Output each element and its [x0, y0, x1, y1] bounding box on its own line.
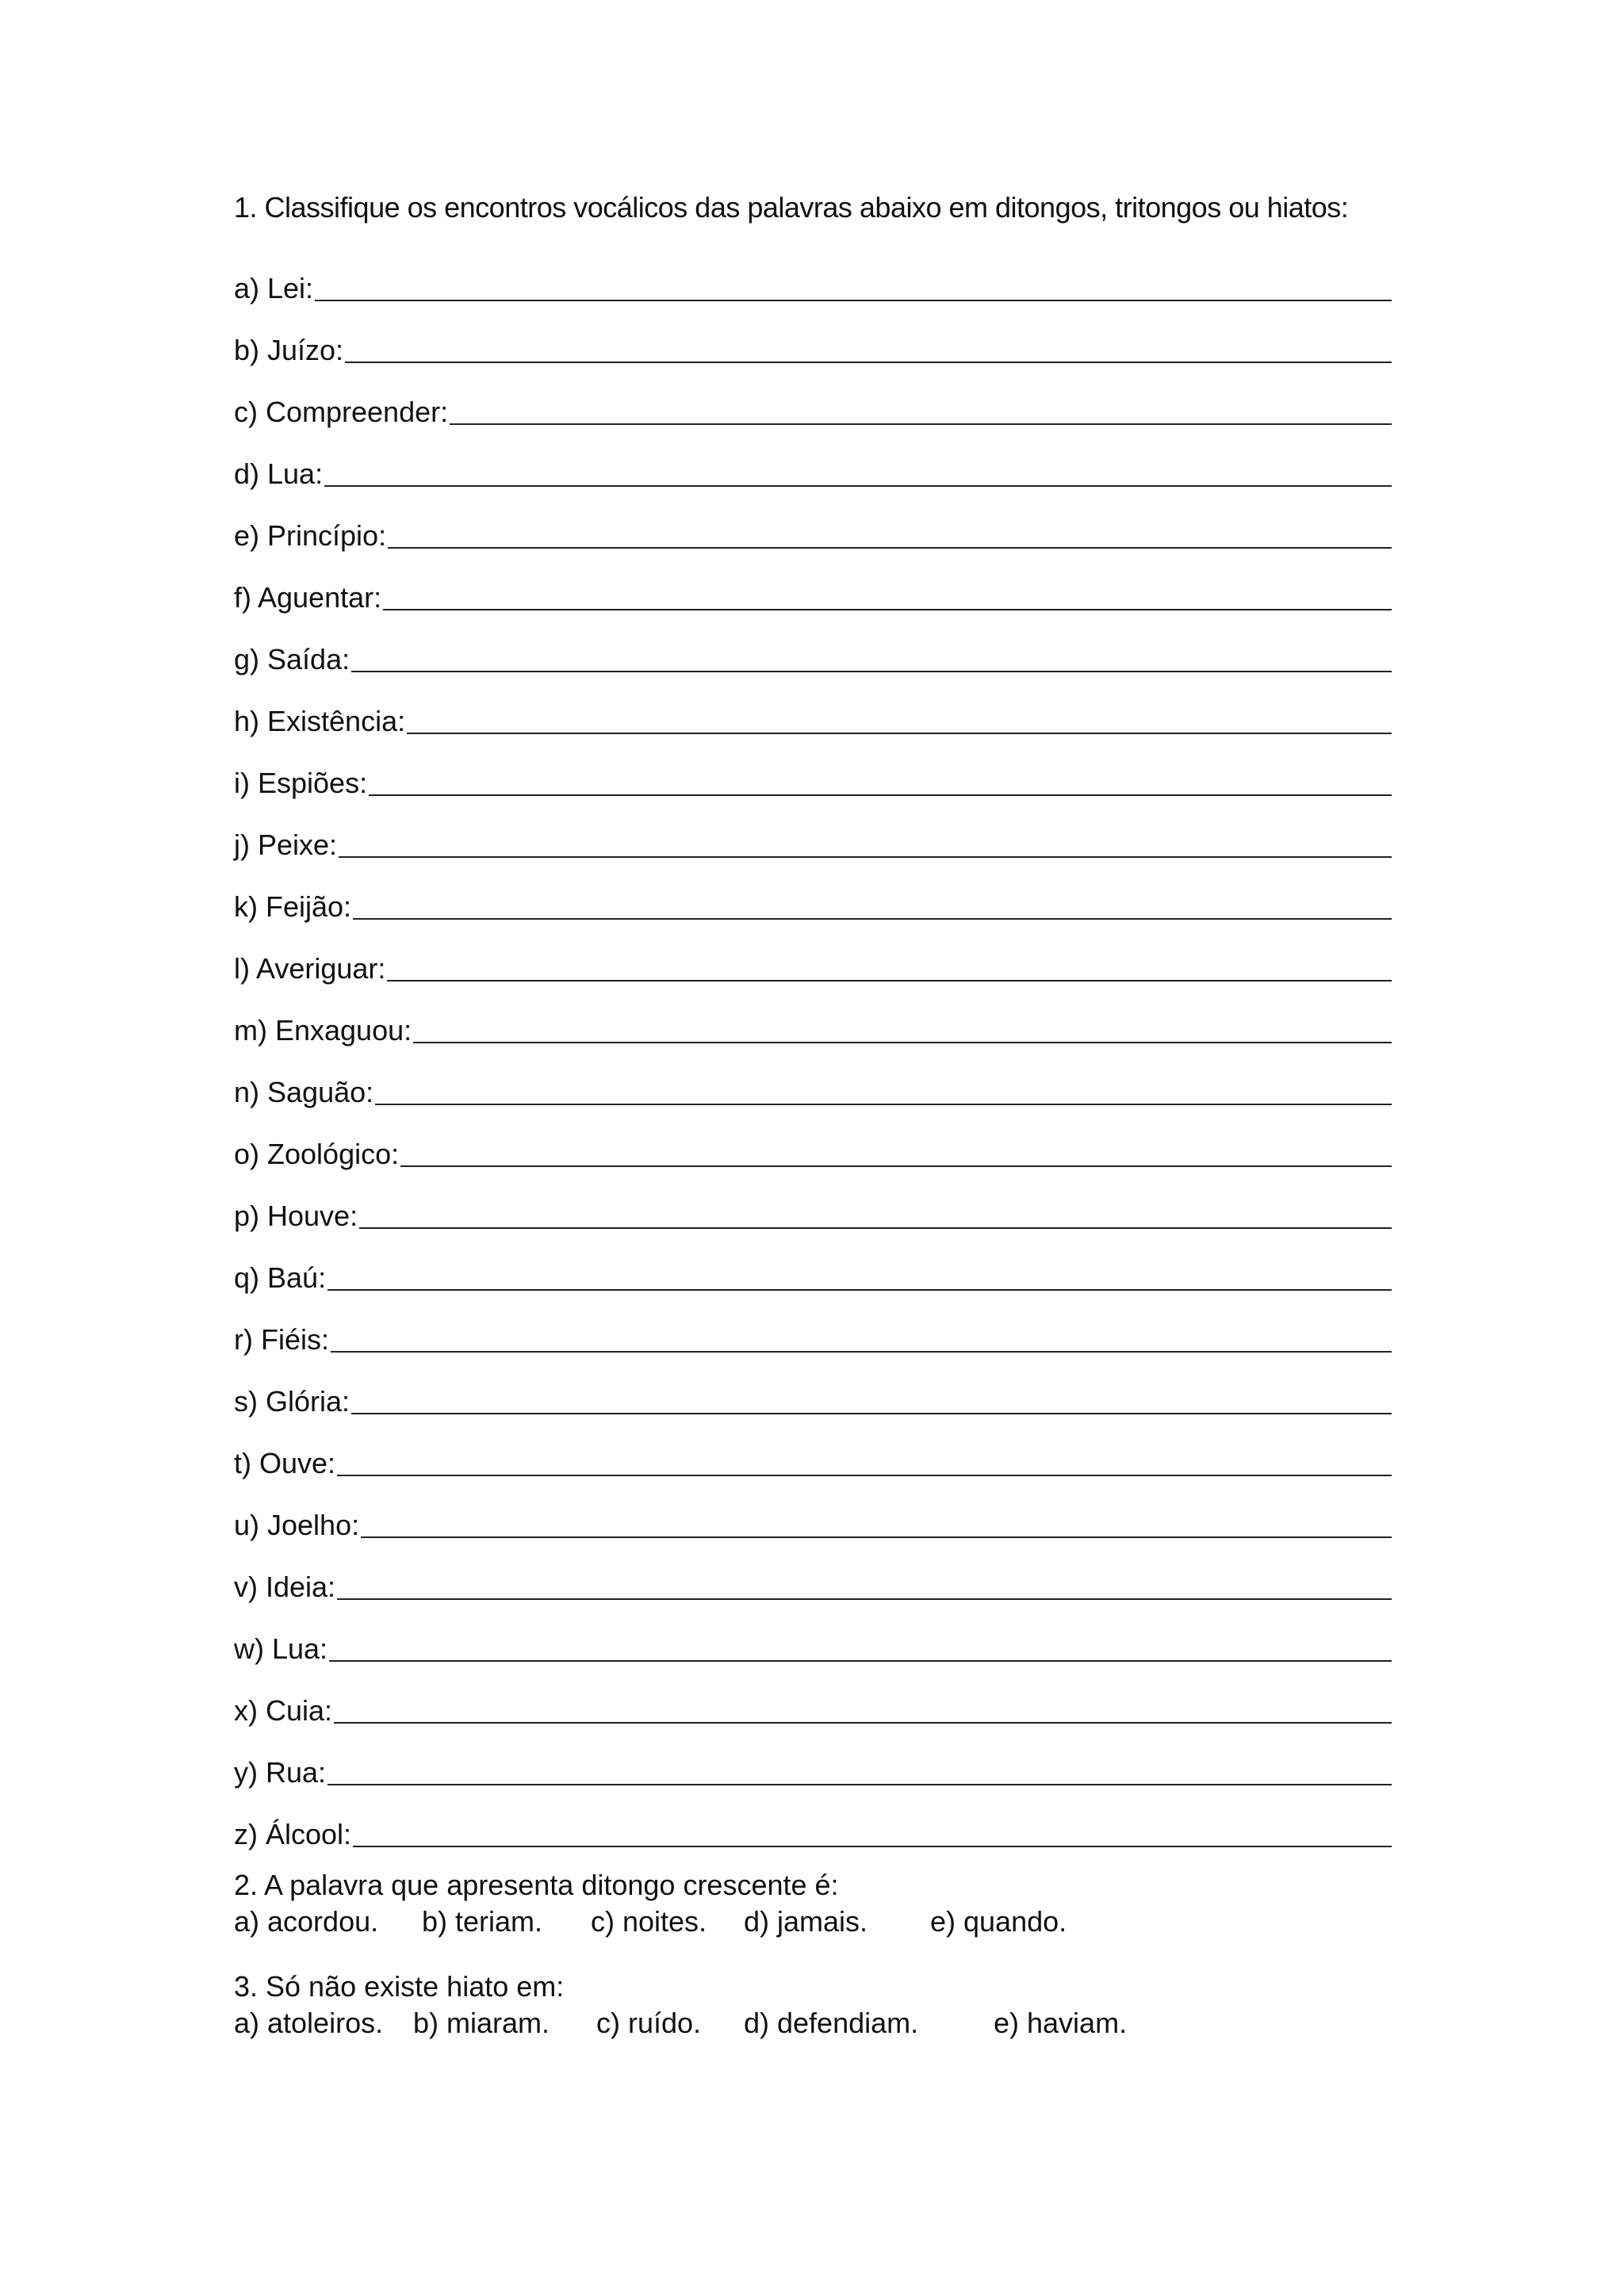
answer-row [234, 439, 1392, 501]
answer-row-label: r) Fiéis: [234, 1323, 329, 1356]
question-2-title: 2. A palavra que apresenta ditongo crescente é: [234, 1869, 839, 1901]
answer-row-label: k) Feijão: [234, 890, 352, 923]
answer-row [234, 1490, 1392, 1552]
answer-row [234, 1614, 1392, 1676]
answer-row-label: q) Baú: [234, 1261, 327, 1294]
question-2 [234, 1867, 1344, 1940]
answer-blank-line[interactable] [337, 1475, 1392, 1476]
answer-row-label: w) Lua: [234, 1632, 328, 1665]
answer-blank-line[interactable] [337, 1598, 1392, 1600]
answer-blank-line[interactable] [345, 362, 1392, 363]
answer-row [234, 501, 1392, 563]
answer-row-label: i) Espiões: [234, 767, 368, 799]
question-2-option-c: c) noites. [591, 1905, 707, 1938]
answer-row [234, 625, 1392, 687]
answer-row [234, 1243, 1392, 1305]
answer-row-label: n) Saguão: [234, 1076, 374, 1108]
answer-row-label: e) Princípio: [234, 519, 387, 552]
answer-blank-line[interactable] [383, 609, 1392, 610]
question-2-option-d: d) jamais. [744, 1905, 868, 1938]
answer-row-label: c) Compreender: [234, 396, 449, 428]
question-1-list [234, 254, 1392, 1862]
answer-row-label: t) Ouve: [234, 1447, 336, 1479]
answer-blank-line[interactable] [329, 1660, 1392, 1662]
answer-row-label: y) Rua: [234, 1756, 327, 1789]
answer-row-label: m) Enxaguou: [234, 1014, 412, 1047]
answer-row [234, 1429, 1392, 1490]
answer-row-label: g) Saída: [234, 643, 350, 675]
answer-blank-line[interactable] [361, 1536, 1392, 1538]
question-3-title: 3. Só não existe hiato em: [234, 1970, 565, 2003]
answer-row [234, 1058, 1392, 1119]
answer-row [234, 563, 1392, 625]
answer-row-label: o) Zoológico: [234, 1138, 400, 1170]
question-3-option-a: a) atoleiros. [234, 2007, 384, 2039]
answer-row [234, 1738, 1392, 1800]
answer-blank-line[interactable] [369, 794, 1392, 796]
answer-row-label: f) Aguentar: [234, 581, 382, 614]
question-3-option-c: c) ruído. [596, 2007, 702, 2039]
answer-row-label: l) Averiguar: [234, 952, 386, 985]
question-2-options [234, 1904, 1344, 1940]
answer-row [234, 1676, 1392, 1738]
answer-blank-line[interactable] [327, 1784, 1392, 1785]
answer-blank-line[interactable] [413, 1042, 1392, 1043]
answer-row-label: a) Lei: [234, 272, 314, 304]
answer-row [234, 1367, 1392, 1429]
answer-row-label: d) Lua: [234, 457, 324, 490]
question-3-option-d: d) defendiam. [744, 2007, 919, 2039]
answer-row-label: u) Joelho: [234, 1509, 360, 1541]
answer-blank-line[interactable] [315, 300, 1392, 301]
answer-blank-line[interactable] [334, 1722, 1392, 1724]
answer-blank-line[interactable] [339, 856, 1392, 858]
answer-row-label: j) Peixe: [234, 828, 338, 861]
answer-row [234, 1800, 1392, 1862]
answer-row-label: v) Ideia: [234, 1571, 336, 1603]
question-2-option-a: a) acordou. [234, 1905, 379, 1938]
answer-blank-line[interactable] [351, 671, 1392, 672]
answer-row-label: p) Houve: [234, 1200, 358, 1232]
answer-row [234, 377, 1392, 439]
question-1-title: 1. Classifique os encontros vocálicos das palavras abaixo em ditongos, tritongos ou hiatos: [234, 191, 1349, 224]
question-2-option-e: e) quando. [930, 1905, 1067, 1938]
answer-blank-line[interactable] [375, 1104, 1392, 1105]
answer-blank-line[interactable] [450, 423, 1392, 425]
answer-row [234, 1119, 1392, 1181]
answer-row-label: z) Álcool: [234, 1818, 352, 1850]
question-2-option-b: b) teriam. [422, 1905, 543, 1938]
answer-blank-line[interactable] [353, 918, 1392, 920]
question-3-options [234, 2005, 1344, 2042]
answer-row [234, 1305, 1392, 1367]
answer-row-label: x) Cuia: [234, 1694, 333, 1727]
question-3-option-e: e) haviam. [994, 2007, 1128, 2039]
answer-row [234, 872, 1392, 934]
answer-row [234, 748, 1392, 810]
answer-blank-line[interactable] [388, 547, 1392, 549]
answer-row [234, 1181, 1392, 1243]
answer-row-label: s) Glória: [234, 1385, 350, 1418]
answer-row [234, 1552, 1392, 1614]
answer-row [234, 934, 1392, 996]
answer-blank-line[interactable] [387, 980, 1392, 982]
answer-blank-line[interactable] [324, 485, 1392, 487]
answer-row [234, 687, 1392, 748]
answer-blank-line[interactable] [359, 1227, 1392, 1229]
answer-row [234, 810, 1392, 872]
answer-blank-line[interactable] [407, 733, 1392, 734]
answer-blank-line[interactable] [351, 1413, 1392, 1414]
question-3 [234, 1969, 1344, 2042]
question-3-option-b: b) miaram. [413, 2007, 550, 2039]
answer-blank-line[interactable] [400, 1165, 1392, 1167]
answer-row [234, 254, 1392, 316]
answer-blank-line[interactable] [331, 1351, 1392, 1353]
answer-blank-line[interactable] [327, 1289, 1392, 1291]
answer-row-label: h) Existência: [234, 705, 406, 737]
answer-row-label: b) Juízo: [234, 334, 344, 366]
answer-row [234, 316, 1392, 377]
answer-blank-line[interactable] [353, 1846, 1392, 1847]
answer-row [234, 996, 1392, 1058]
